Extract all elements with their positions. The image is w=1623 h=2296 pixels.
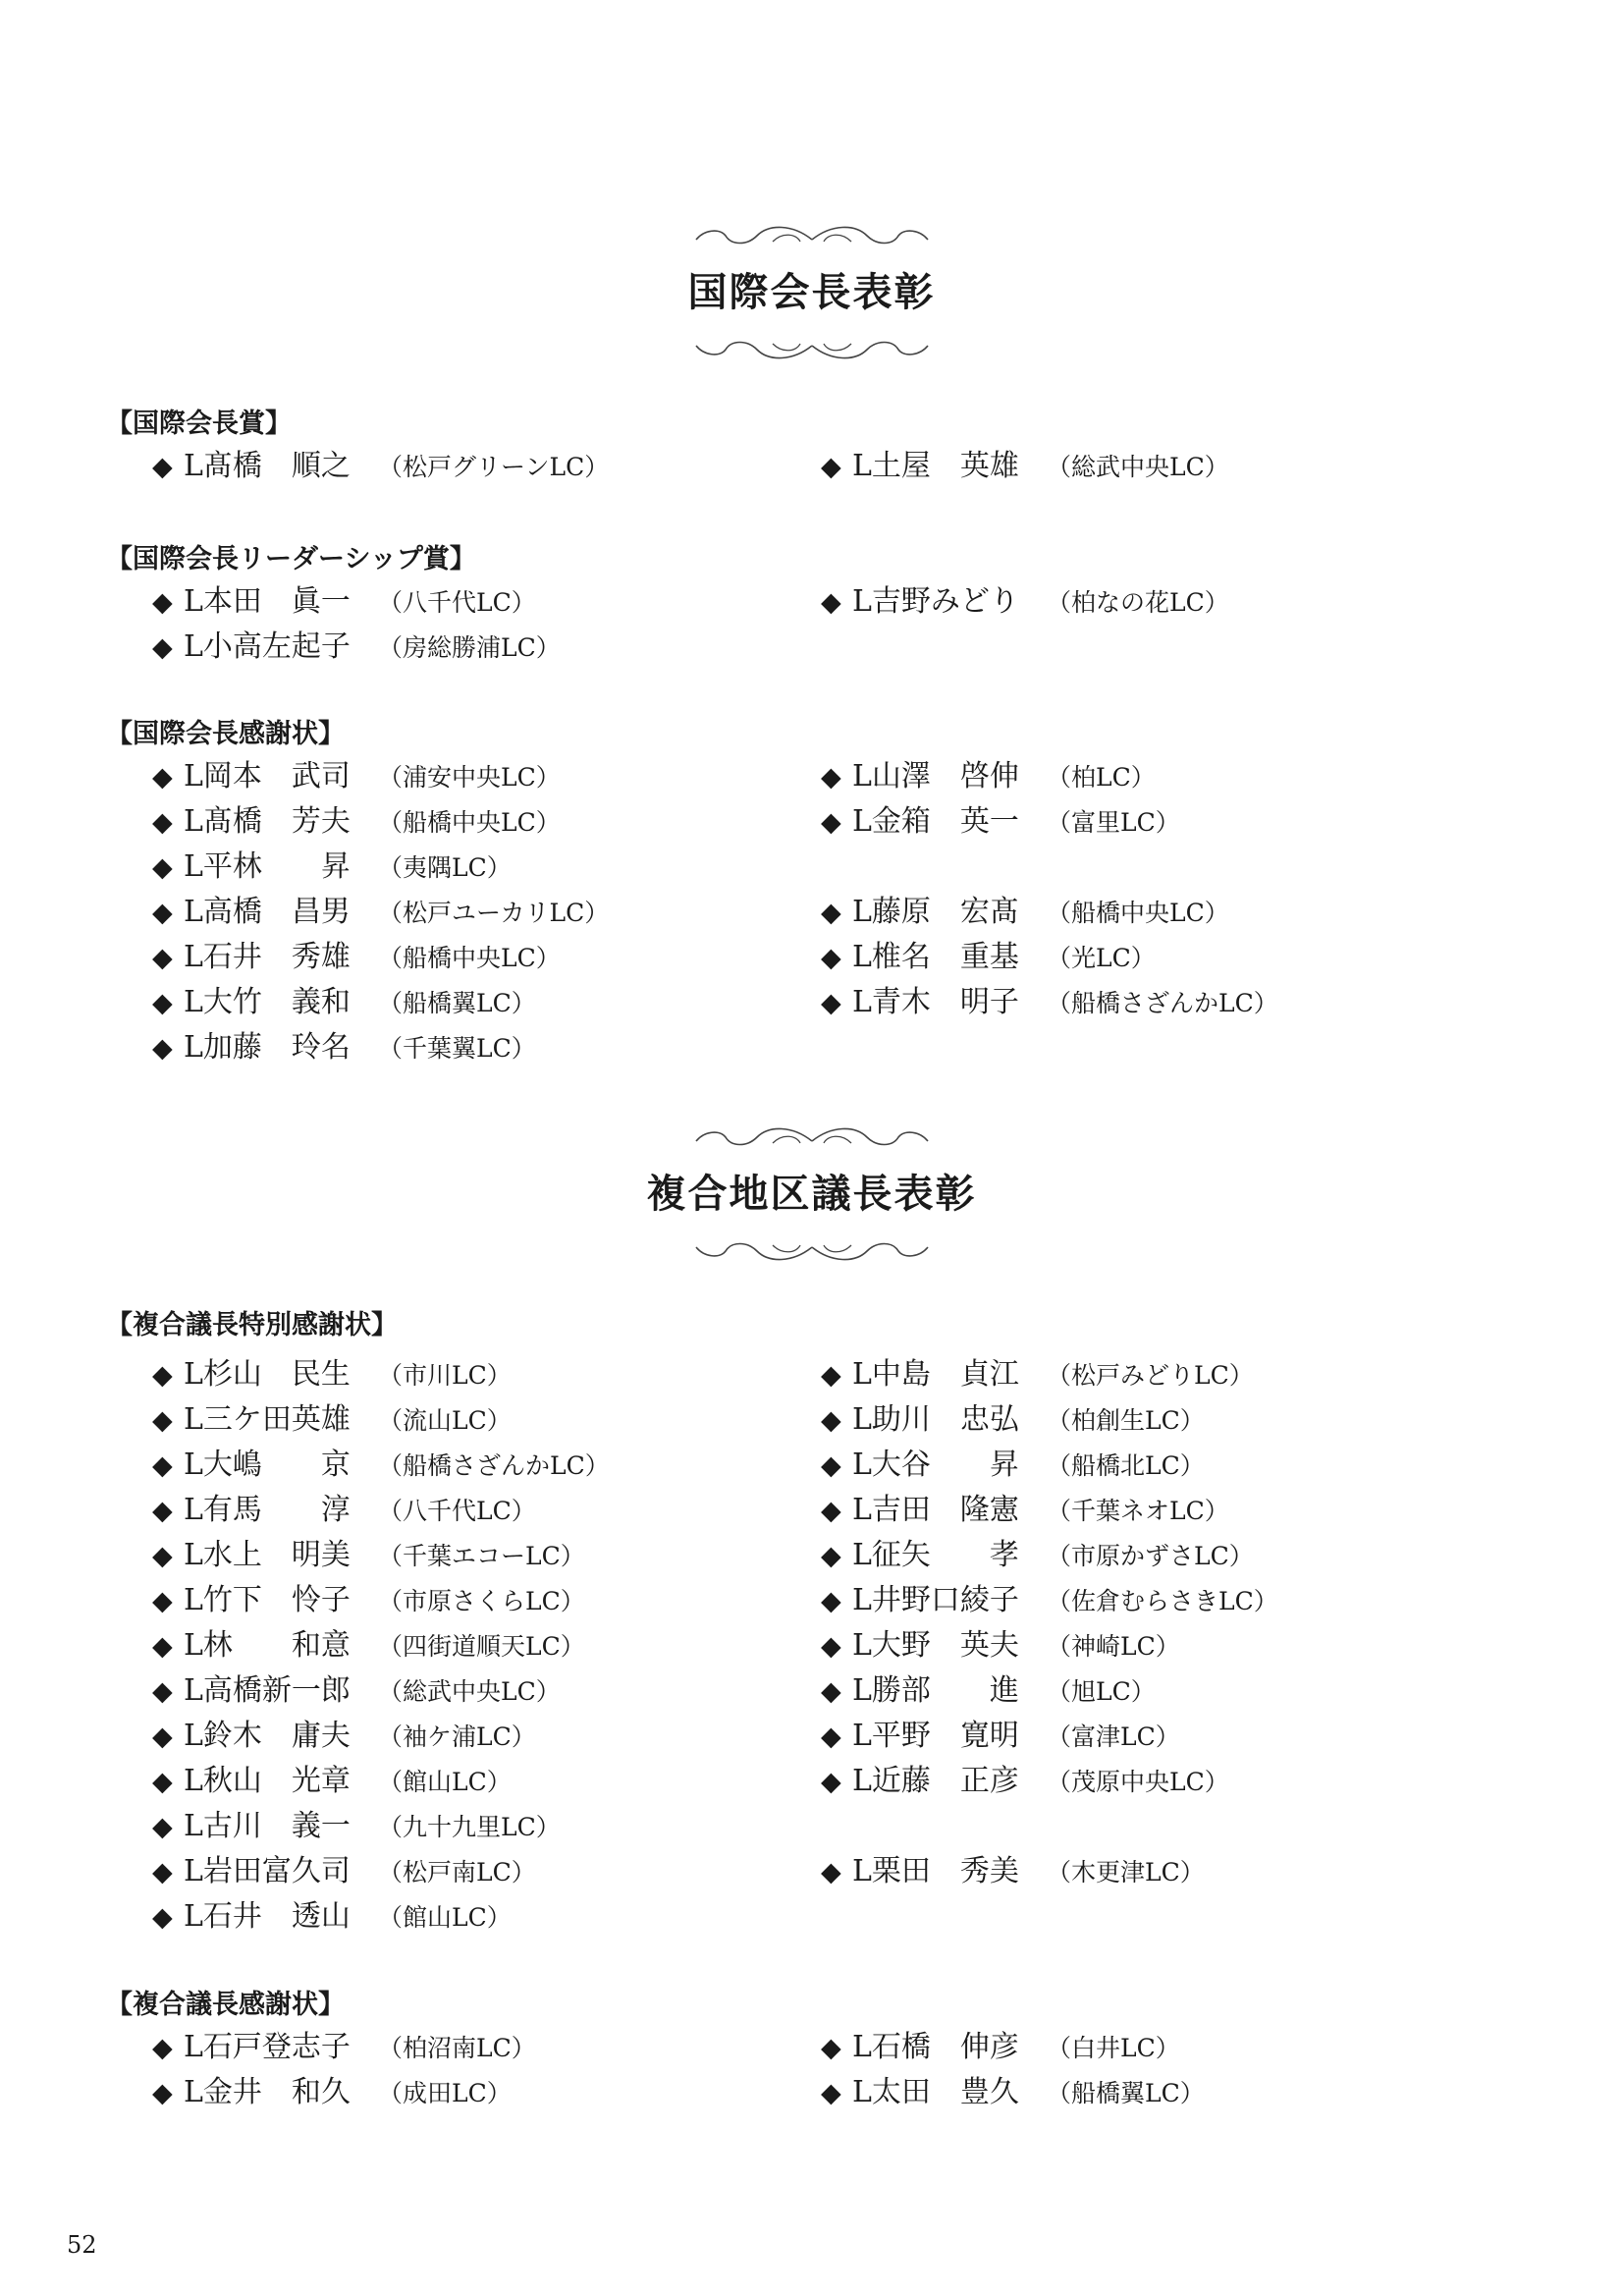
list-item [821, 579, 1229, 625]
member-name: L高橋 昌男 [184, 895, 351, 929]
club-name: （館山LC） [378, 1903, 512, 1932]
member-name: L竹下 怜子 [184, 1583, 351, 1617]
list-item [821, 1533, 1254, 1578]
bullet-icon: ◆ [152, 1631, 173, 1662]
list-item [152, 935, 561, 980]
bullet-icon: ◆ [821, 1360, 841, 1391]
bullet-icon: ◆ [152, 632, 173, 663]
list-item [152, 754, 561, 799]
member-name: L岡本 武司 [184, 759, 351, 793]
club-name: （船橋中央LC） [378, 944, 561, 972]
category-heading: 【国際会長賞】 [106, 409, 292, 439]
ornament-bottom-icon [675, 328, 949, 367]
bullet-icon: ◆ [152, 587, 173, 618]
list-item [152, 625, 561, 670]
bullet-icon: ◆ [152, 988, 173, 1018]
section-title-block [0, 1120, 1623, 1269]
list-item [152, 1849, 536, 1894]
member-name: L大野 英夫 [852, 1628, 1019, 1663]
member-name: L平野 寛明 [852, 1719, 1019, 1753]
list-item [152, 1804, 561, 1849]
club-name: （浦安中央LC） [378, 763, 561, 792]
club-name: （柏沼南LC） [378, 2034, 536, 2062]
bullet-icon: ◆ [152, 852, 173, 883]
club-name: （富津LC） [1047, 1722, 1180, 1751]
club-name: （船橋さざんかLC） [378, 1451, 610, 1480]
list-item [821, 935, 1156, 980]
member-name: L髙橋 芳夫 [184, 804, 351, 839]
list-item [821, 1578, 1278, 1623]
list-item [152, 1352, 512, 1397]
list-item [821, 890, 1229, 935]
list-item [821, 799, 1180, 845]
bullet-icon: ◆ [152, 1496, 173, 1526]
list-item [152, 799, 561, 845]
bullet-icon: ◆ [152, 898, 173, 928]
club-name: （千葉翼LC） [378, 1034, 536, 1063]
list-item [152, 845, 512, 890]
member-name: L栗田 秀美 [852, 1854, 1019, 1888]
bullet-icon: ◆ [821, 1450, 841, 1481]
bullet-icon: ◆ [152, 1586, 173, 1616]
ornament-top-icon [675, 218, 949, 257]
member-name: L秋山 光章 [184, 1764, 351, 1798]
section-title-block [0, 218, 1623, 367]
bullet-icon: ◆ [152, 1722, 173, 1752]
member-name: L石井 透山 [184, 1899, 351, 1934]
bullet-icon: ◆ [152, 1450, 173, 1481]
member-name: L金箱 英一 [852, 804, 1019, 839]
list-item [152, 1759, 512, 1804]
club-name: （館山LC） [378, 1768, 512, 1796]
list-item [152, 444, 609, 489]
club-name: （市原さくらLC） [378, 1587, 585, 1615]
club-name: （八千代LC） [378, 1497, 536, 1525]
list-item [152, 1397, 512, 1443]
member-name: L本田 眞一 [184, 584, 351, 619]
list-item [821, 1849, 1205, 1894]
bullet-icon: ◆ [821, 1586, 841, 1616]
bullet-icon: ◆ [821, 1496, 841, 1526]
club-name: （富里LC） [1047, 808, 1180, 837]
bullet-icon: ◆ [152, 1541, 173, 1571]
list-item [821, 2025, 1180, 2070]
club-name: （船橋中央LC） [1047, 899, 1229, 927]
member-name: L林 和意 [184, 1628, 351, 1663]
bullet-icon: ◆ [152, 1902, 173, 1933]
list-item [152, 1578, 585, 1623]
member-name: L三ケ田英雄 [184, 1402, 351, 1437]
member-name: L古川 義一 [184, 1809, 351, 1843]
club-name: （四街道順天LC） [378, 1632, 585, 1661]
member-name: L中島 貞江 [852, 1357, 1019, 1392]
bullet-icon: ◆ [821, 2033, 841, 2063]
member-name: L小高左起子 [184, 629, 351, 664]
member-name: L石井 秀雄 [184, 940, 351, 974]
bullet-icon: ◆ [821, 988, 841, 1018]
bullet-icon: ◆ [821, 1676, 841, 1707]
bullet-icon: ◆ [152, 452, 173, 482]
list-item [152, 980, 536, 1025]
club-name: （茂原中央LC） [1047, 1768, 1229, 1796]
list-item [821, 1488, 1229, 1533]
list-item [821, 1352, 1254, 1397]
bullet-icon: ◆ [152, 1676, 173, 1707]
club-name: （成田LC） [378, 2079, 512, 2107]
club-name: （袖ケ浦LC） [378, 1722, 536, 1751]
ornament-bottom-icon [675, 1230, 949, 1269]
club-name: （松戸グリーンLC） [378, 453, 610, 481]
club-name: （市川LC） [378, 1361, 512, 1390]
list-item [152, 1025, 536, 1070]
club-name: （旭LC） [1047, 1677, 1156, 1706]
bullet-icon: ◆ [152, 2078, 173, 2108]
page-number: 52 [67, 2231, 97, 2259]
category-heading: 【国際会長感謝状】 [106, 719, 345, 749]
club-name: （総武中央LC） [1047, 453, 1229, 481]
member-name: L青木 明子 [852, 985, 1019, 1019]
club-name: （船橋さざんかLC） [1047, 989, 1278, 1017]
member-name: L石戸登志子 [184, 2030, 351, 2064]
member-name: L吉田 隆憲 [852, 1493, 1019, 1527]
member-name: L藤原 宏髙 [852, 895, 1019, 929]
bullet-icon: ◆ [152, 1812, 173, 1842]
bullet-icon: ◆ [152, 807, 173, 838]
club-name: （夷隅LC） [378, 853, 512, 882]
club-name: （総武中央LC） [378, 1677, 561, 1706]
list-item [152, 1668, 561, 1714]
member-name: L有馬 淳 [184, 1493, 351, 1527]
ornament-top-icon [675, 1120, 949, 1159]
member-name: L水上 明美 [184, 1538, 351, 1572]
bullet-icon: ◆ [821, 807, 841, 838]
bullet-icon: ◆ [821, 1722, 841, 1752]
member-name: L土屋 英雄 [852, 449, 1019, 483]
category-heading: 【複合議長感謝状】 [106, 1990, 345, 2020]
member-name: L鈴木 庸夫 [184, 1719, 351, 1753]
club-name: （八千代LC） [378, 588, 536, 617]
list-item [821, 1759, 1229, 1804]
bullet-icon: ◆ [152, 2033, 173, 2063]
bullet-icon: ◆ [821, 452, 841, 482]
club-name: （松戸ユーカリLC） [378, 899, 610, 927]
club-name: （船橋中央LC） [378, 808, 561, 837]
list-item [821, 1443, 1205, 1488]
member-name: L髙橋 順之 [184, 449, 351, 483]
bullet-icon: ◆ [821, 587, 841, 618]
member-name: L杉山 民生 [184, 1357, 351, 1392]
list-item [821, 2070, 1205, 2115]
section-title: 国際会長表彰 [687, 270, 936, 315]
member-name: L助川 忠弘 [852, 1402, 1019, 1437]
member-name: L金井 和久 [184, 2075, 351, 2109]
bullet-icon: ◆ [821, 1631, 841, 1662]
list-item [821, 1623, 1180, 1668]
club-name: （松戸南LC） [378, 1858, 536, 1886]
member-name: L大嶋 京 [184, 1448, 351, 1482]
bullet-icon: ◆ [152, 1360, 173, 1391]
list-item [821, 444, 1229, 489]
club-name: （流山LC） [378, 1406, 512, 1435]
member-name: L加藤 玲名 [184, 1030, 351, 1065]
club-name: （市原かずさLC） [1047, 1542, 1254, 1570]
member-name: L勝部 進 [852, 1673, 1019, 1708]
list-item [821, 754, 1156, 799]
list-item [152, 2070, 512, 2115]
club-name: （船橋翼LC） [378, 989, 536, 1017]
member-name: L征矢 孝 [852, 1538, 1019, 1572]
club-name: （千葉ネオLC） [1047, 1497, 1229, 1525]
bullet-icon: ◆ [152, 1405, 173, 1436]
club-name: （柏LC） [1047, 763, 1156, 792]
member-name: L山澤 啓伸 [852, 759, 1019, 793]
bullet-icon: ◆ [152, 1857, 173, 1887]
bullet-icon: ◆ [152, 1033, 173, 1064]
category-heading: 【国際会長リーダーシップ賞】 [106, 544, 476, 574]
list-item [821, 1397, 1205, 1443]
member-name: L吉野みどり [852, 584, 1019, 619]
list-item [152, 2025, 536, 2070]
club-name: （神崎LC） [1047, 1632, 1180, 1661]
member-name: L平林 昇 [184, 849, 351, 884]
club-name: （千葉エコーLC） [378, 1542, 585, 1570]
bullet-icon: ◆ [152, 943, 173, 973]
club-name: （松戸みどりLC） [1047, 1361, 1254, 1390]
list-item [152, 1443, 610, 1488]
club-name: （九十九里LC） [378, 1813, 561, 1841]
member-name: L石橋 伸彦 [852, 2030, 1019, 2064]
list-item [152, 1488, 536, 1533]
club-name: （佐倉むらさきLC） [1047, 1587, 1278, 1615]
bullet-icon: ◆ [152, 762, 173, 793]
bullet-icon: ◆ [821, 1857, 841, 1887]
member-name: L井野口綾子 [852, 1583, 1019, 1617]
club-name: （柏なの花LC） [1047, 588, 1229, 617]
list-item [152, 1714, 536, 1759]
member-name: L大谷 昇 [852, 1448, 1019, 1482]
category-heading: 【複合議長特別感謝状】 [106, 1310, 398, 1340]
club-name: （船橋北LC） [1047, 1451, 1205, 1480]
list-item [152, 579, 536, 625]
club-name: （白井LC） [1047, 2034, 1180, 2062]
club-name: （木更津LC） [1047, 1858, 1205, 1886]
member-name: L高橋新一郎 [184, 1673, 351, 1708]
list-item [821, 1714, 1180, 1759]
list-item [821, 980, 1278, 1025]
list-item [152, 1894, 512, 1940]
club-name: （房総勝浦LC） [378, 633, 561, 662]
section-title: 複合地区議長表彰 [646, 1172, 977, 1217]
bullet-icon: ◆ [152, 1767, 173, 1797]
member-name: L大竹 義和 [184, 985, 351, 1019]
member-name: L近藤 正彦 [852, 1764, 1019, 1798]
list-item [152, 890, 609, 935]
bullet-icon: ◆ [821, 1767, 841, 1797]
bullet-icon: ◆ [821, 2078, 841, 2108]
club-name: （船橋翼LC） [1047, 2079, 1205, 2107]
list-item [821, 1668, 1156, 1714]
member-name: L太田 豊久 [852, 2075, 1019, 2109]
bullet-icon: ◆ [821, 1541, 841, 1571]
bullet-icon: ◆ [821, 943, 841, 973]
club-name: （柏創生LC） [1047, 1406, 1205, 1435]
bullet-icon: ◆ [821, 898, 841, 928]
bullet-icon: ◆ [821, 1405, 841, 1436]
list-item [152, 1533, 585, 1578]
bullet-icon: ◆ [821, 762, 841, 793]
club-name: （光LC） [1047, 944, 1156, 972]
member-name: L椎名 重基 [852, 940, 1019, 974]
member-name: L岩田富久司 [184, 1854, 351, 1888]
list-item [152, 1623, 585, 1668]
